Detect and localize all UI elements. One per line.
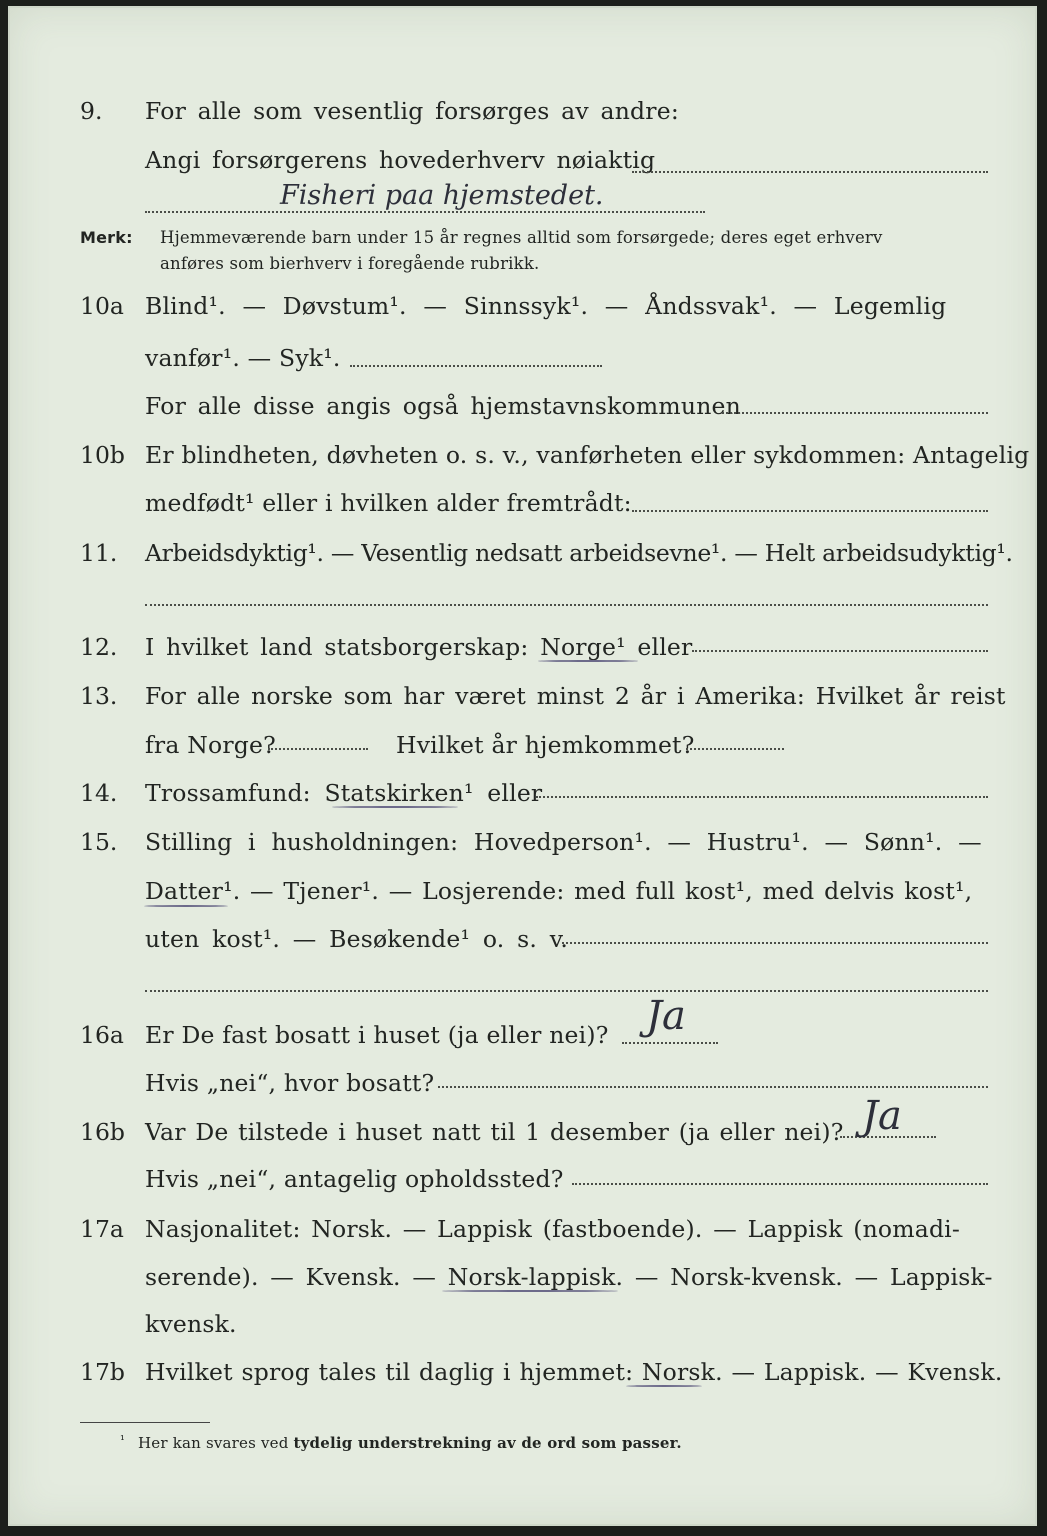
q16b-number: 16b [80,1118,125,1146]
merk-line1: Hjemmeværende barn under 15 år regnes alltid som forsørgede; deres eget erhverv [160,228,883,247]
q13-line2b: Hvilket år hjemkommet? [396,731,695,759]
q15-line2: Datter¹. — Tjener¹. — Losjerende: med full kost¹, med delvis kost¹, [145,877,973,905]
q16a-fill-line [622,1042,718,1044]
footnote-mark: ¹ [120,1433,126,1447]
q10b-number: 10b [80,441,125,469]
q10b-line1: Er blindheten, døvheten o. s. v., vanførheten eller sykdommen: Antagelig [145,441,1030,469]
q9-line2: Angi forsørgerens hovederhverv nøiaktig [145,146,656,174]
q16b-line1: Var De tilstede i huset natt til 1 desember (ja eller nei)? [145,1118,844,1146]
q17a-underline-norsk-lappisk [442,1290,618,1292]
q11-number: 11. [80,539,118,567]
q10a-line1: Blind¹. — Døvstum¹. — Sinnssyk¹. — Åndssvak¹. — Legemlig [145,292,947,320]
q12-number: 12. [80,633,118,661]
q10a-line3: For alle disse angis også hjemstavnskommunen [145,392,741,420]
footnote-text-bold: tydelig understrekning av de ord som passer. [293,1434,682,1452]
q16a-handwritten-answer: Ja [646,993,686,1039]
q17b-number: 17b [80,1358,125,1386]
merk-label: Merk: [80,228,133,247]
q15-fill-line [562,942,988,944]
q16b-opholdssted-line [572,1183,988,1185]
q17a-number: 17a [80,1215,124,1243]
q16a-line1: Er De fast bosatt i huset (ja eller nei)? [145,1021,609,1049]
footnote-text [138,1436,682,1451]
q14-underline-statskirken [332,806,458,808]
q9-number: 9. [80,97,103,125]
q12-underline-norge [538,660,638,662]
q9-line1: For alle som vesentlig forsørges av andre: [145,97,679,125]
q13-number: 13. [80,682,118,710]
q10b-line2: medfødt¹ eller i hvilken alder fremtrådt: [145,489,632,517]
census-form-page [8,6,1037,1526]
q13-line1: For alle norske som har været minst 2 år i Amerika: Hvilket år reist [145,682,1006,710]
q16a-number: 16a [80,1021,124,1049]
q10a-fill-line [350,365,602,367]
footnote-rule [80,1422,210,1423]
q13-line2a: fra Norge? [145,731,276,759]
q16a-bosatt-line [438,1086,988,1088]
q17a-line1: Nasjonalitet: Norsk. — Lappisk (fastboende). — Lappisk (nomadi- [145,1215,961,1243]
q14-number: 14. [80,779,118,807]
q10a-kommune-line [722,412,988,414]
q9-handwritten-answer: Fisheri paa hjemstedet. [280,180,604,211]
q11-answer-line [145,604,988,606]
q10a-number: 10a [80,292,124,320]
q17b-line1: Hvilket sprog tales til daglig i hjemmet: Norsk. — Lappisk. — Kvensk. [145,1358,1003,1386]
q10a-line2: vanfør¹. — Syk¹. [145,344,341,372]
q12-line1: I hvilket land statsborgerskap: Norge¹ eller [145,633,693,661]
merk-line2: anføres som bierhverv i foregående rubrikk. [160,254,540,273]
q15-number: 15. [80,828,118,856]
q9-answer-line [145,211,705,213]
q13-hjemkommet-line [686,748,784,750]
footnote-text-plain: Her kan svares ved [138,1434,294,1452]
q14-fill-line [536,796,988,798]
q16b-handwritten-answer: Ja [862,1093,902,1139]
q14-line1: Trossamfund: Statskirken¹ eller [145,779,543,807]
q17a-line2: serende). — Kvensk. — Norsk-lappisk. — Norsk-kvensk. — Lappisk- [145,1263,993,1291]
q15-underline-datter [144,905,228,907]
q16a-line2: Hvis „nei“, hvor bosatt? [145,1069,435,1097]
q12-fill-line [692,650,988,652]
q16b-line2: Hvis „nei“, antagelig opholdssted? [145,1165,564,1193]
q15-line1: Stilling i husholdningen: Hovedperson¹. — Hustru¹. — Sønn¹. — [145,828,982,856]
q15-line3: uten kost¹. — Besøkende¹ o. s. v. [145,925,569,953]
q11-line1: Arbeidsdyktig¹. — Vesentlig nedsatt arbeidsevne¹. — Helt arbeidsudyktig¹. [145,539,1013,567]
q13-reist-line [268,748,368,750]
q9-fill-line [632,171,988,173]
q15-answer-line [145,990,988,992]
q17b-underline-norsk [626,1385,702,1387]
q10b-fill-line [632,510,988,512]
q17a-line3: kvensk. [145,1310,237,1338]
